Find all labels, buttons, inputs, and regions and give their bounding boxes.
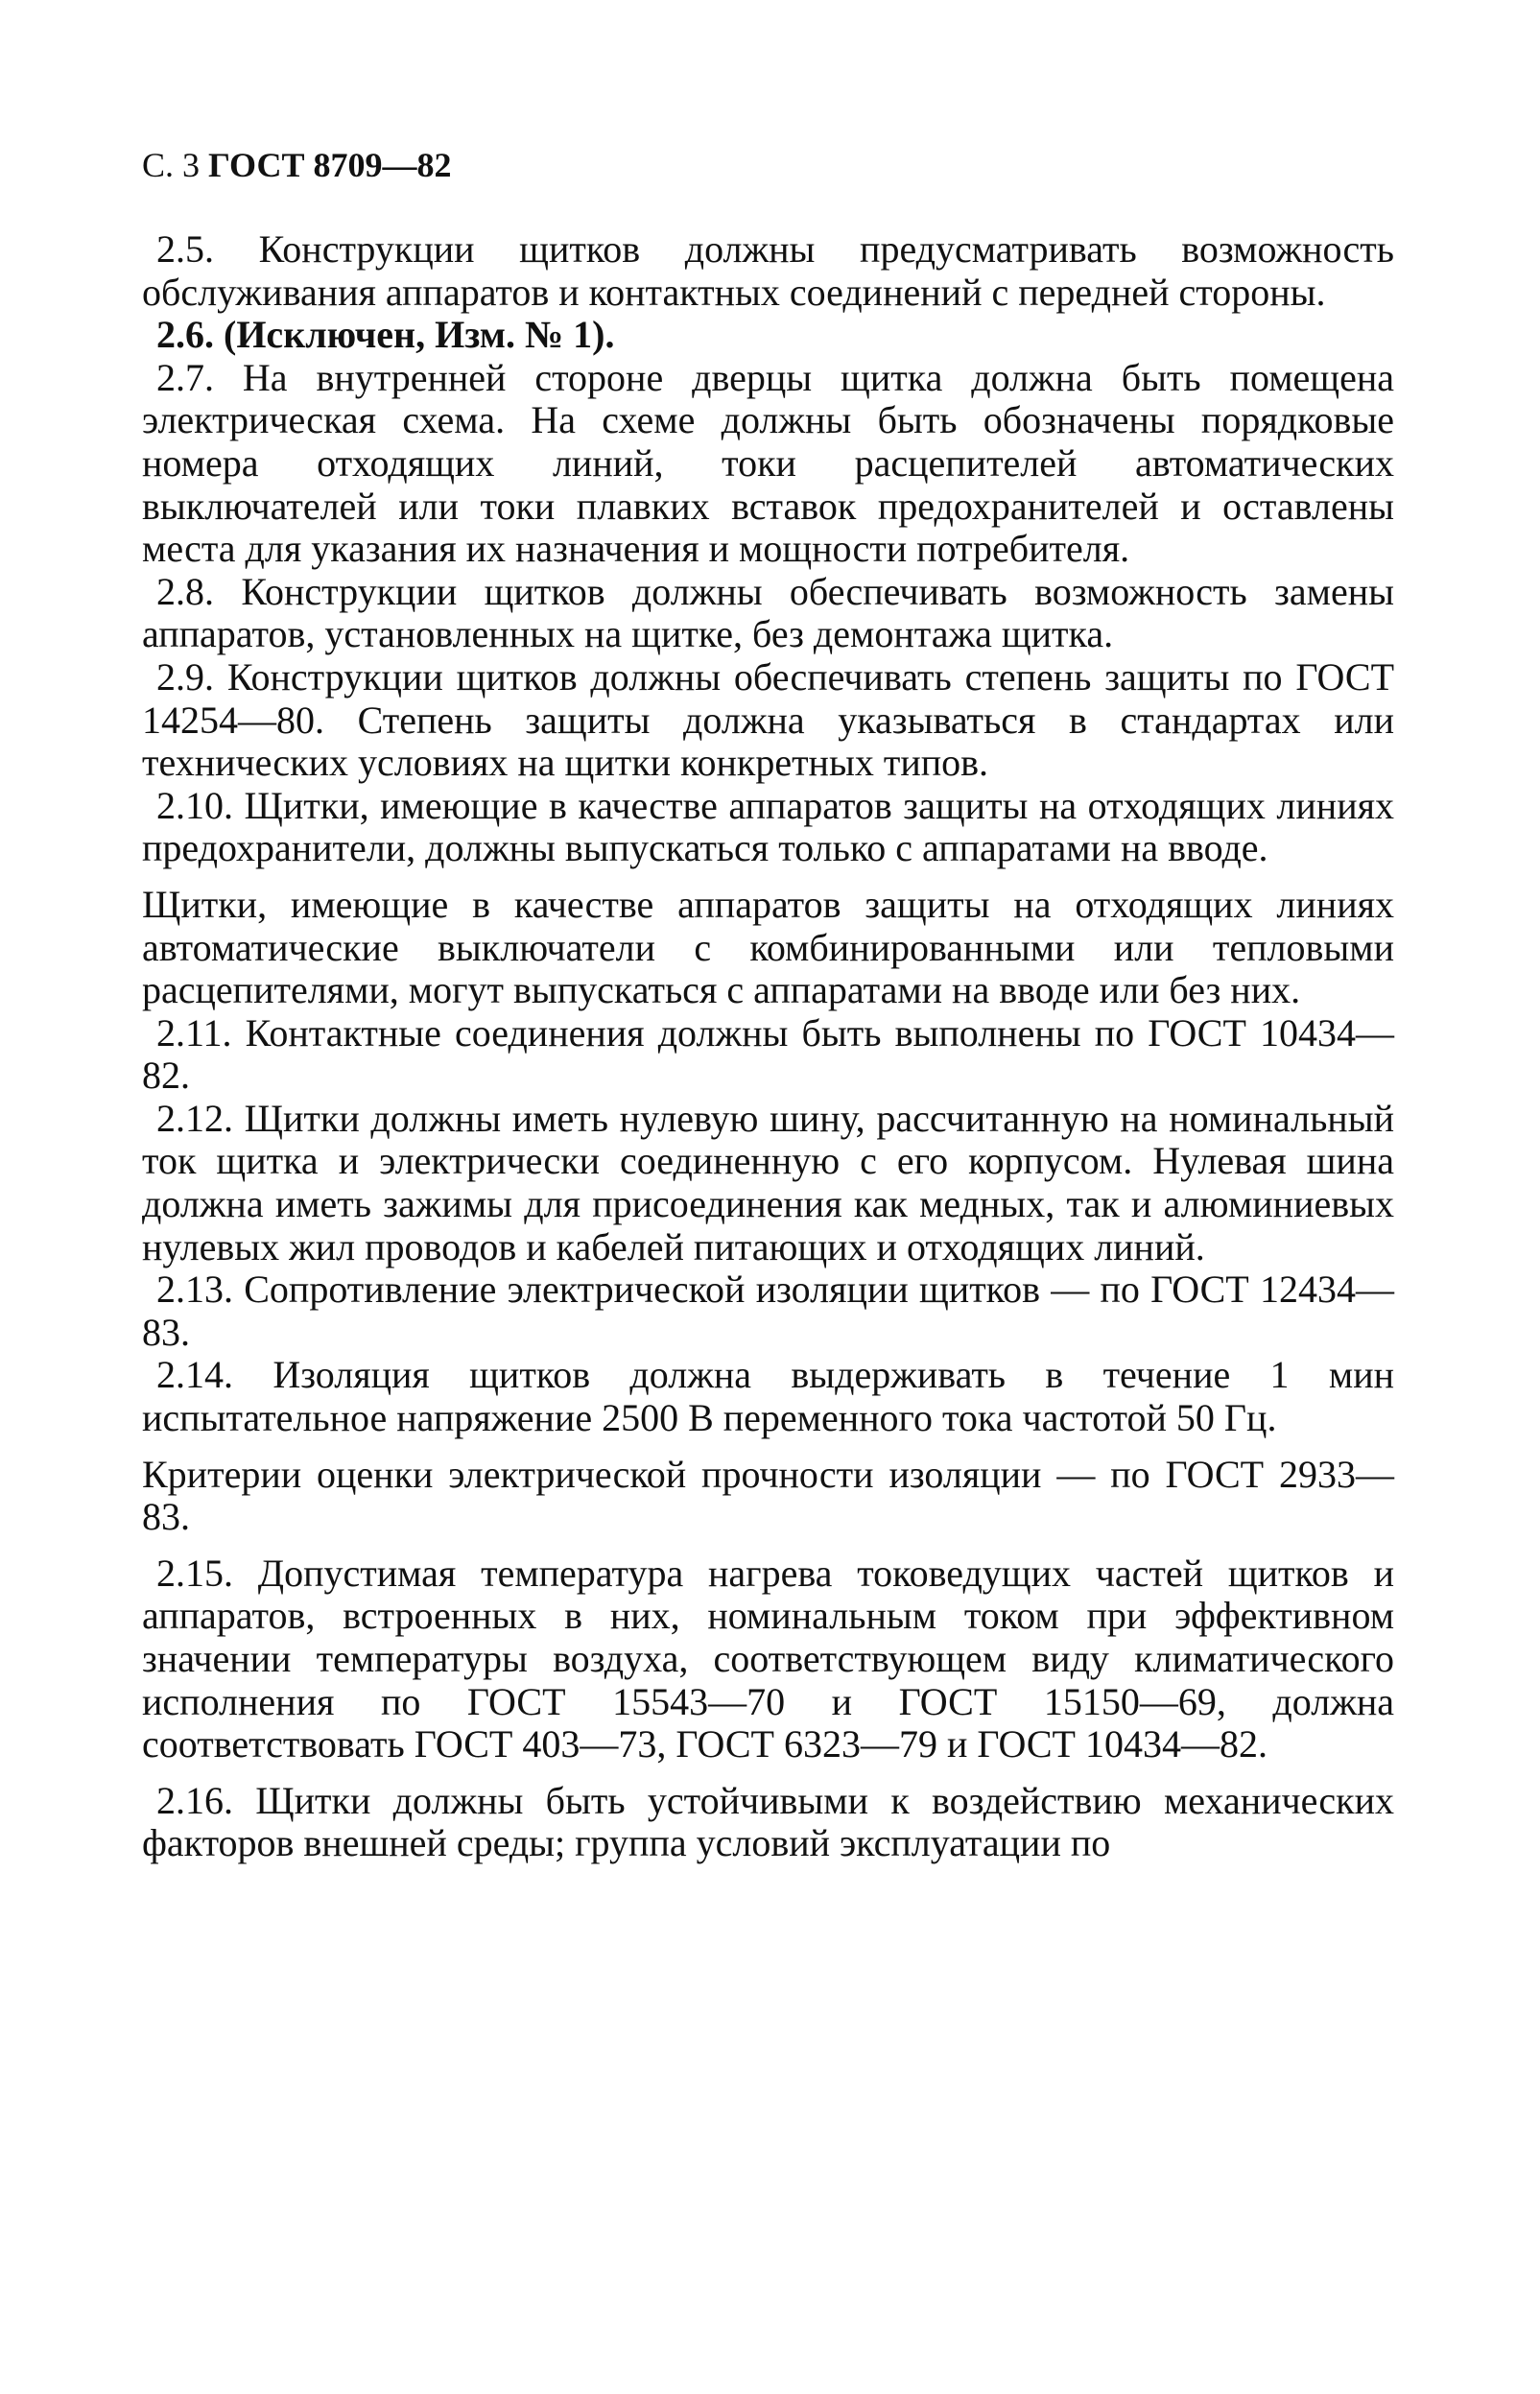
- page-header: [142, 144, 451, 186]
- clause-2-9: 2.9. Конструкции щитков должны обеспечивать степень защиты по ГОСТ 14254—80. Степень защиты должна указываться в стандартах или технических условиях на щитки конкретных типов.: [142, 654, 1394, 785]
- document-body: [142, 228, 1394, 1865]
- page-number: С. 3: [142, 146, 201, 184]
- clause-2-14-addendum: Критерии оценки электрической прочности изоляции — по ГОСТ 2933—83.: [142, 1452, 1394, 1539]
- clause-2-8: 2.8. Конструкции щитков должны обеспечивать возможность замены аппаратов, установленных на щитке, без демонтажа щитка.: [142, 569, 1394, 656]
- clause-2-12: 2.12. Щитки должны иметь нулевую шину, рассчитанную на номинальный ток щитка и электрически соединенную с его корпусом. Нулевая шина должна иметь зажимы для присоединения как медных, так и алюминиевых нулевых жил проводов и кабелей питающих и отходящих линий.: [142, 1096, 1394, 1268]
- clause-2-13: 2.13. Сопротивление электрической изоляции щитков — по ГОСТ 12434—83.: [142, 1268, 1394, 1354]
- clause-2-14: 2.14. Изоляция щитков должна выдерживать в течение 1 мин испытательное напряжение 2500 В переменного тока частотой 50 Гц.: [142, 1353, 1394, 1440]
- clause-2-5: 2.5. Конструкции щитков должны предусматривать возможность обслуживания аппаратов и контактных соединений с передней стороны.: [142, 227, 1394, 314]
- clause-2-10-addendum: Щитки, имеющие в качестве аппаратов защиты на отходящих линиях автоматические выключатели с комбинированными или тепловыми расцепителями, могут выпускаться с аппаратами на вводе или без них.: [142, 882, 1394, 1012]
- clause-2-11: 2.11. Контактные соединения должны быть выполнены по ГОСТ 10434—82.: [142, 1010, 1394, 1098]
- clause-2-16: 2.16. Щитки должны быть устойчивыми к воздействию механических факторов внешней среды; группа условий эксплуатации по: [142, 1778, 1394, 1865]
- clause-2-10: 2.10. Щитки, имеющие в качестве аппаратов защиты на отходящих линиях предохранители, должны выпускаться только с аппаратами на вводе.: [142, 783, 1394, 870]
- standard-designation: ГОСТ 8709—82: [208, 146, 452, 184]
- clause-2-7: 2.7. На внутренней стороне дверцы щитка должна быть помещена электрическая схема. На схеме должны быть обозначены порядковые номера отходящих линий, токи расцепителей автоматических выключателей или токи плавких вставок предохранителей и оставлены места для указания их назначения и мощности потребителя.: [142, 355, 1394, 571]
- clause-2-15: 2.15. Допустимая температура нагрева токоведущих частей щитков и аппаратов, встроенных в них, номинальным током при эффективном значении температуры воздуха, соответствующем виду климатического исполнения по ГОСТ 15543—70 и ГОСТ 15150—69, должна соответствовать ГОСТ 403—73, ГОСТ 6323—79 и ГОСТ 10434—82.: [142, 1551, 1394, 1766]
- clause-2-6: 2.6. (Исключен, Изм. № 1).: [156, 313, 615, 357]
